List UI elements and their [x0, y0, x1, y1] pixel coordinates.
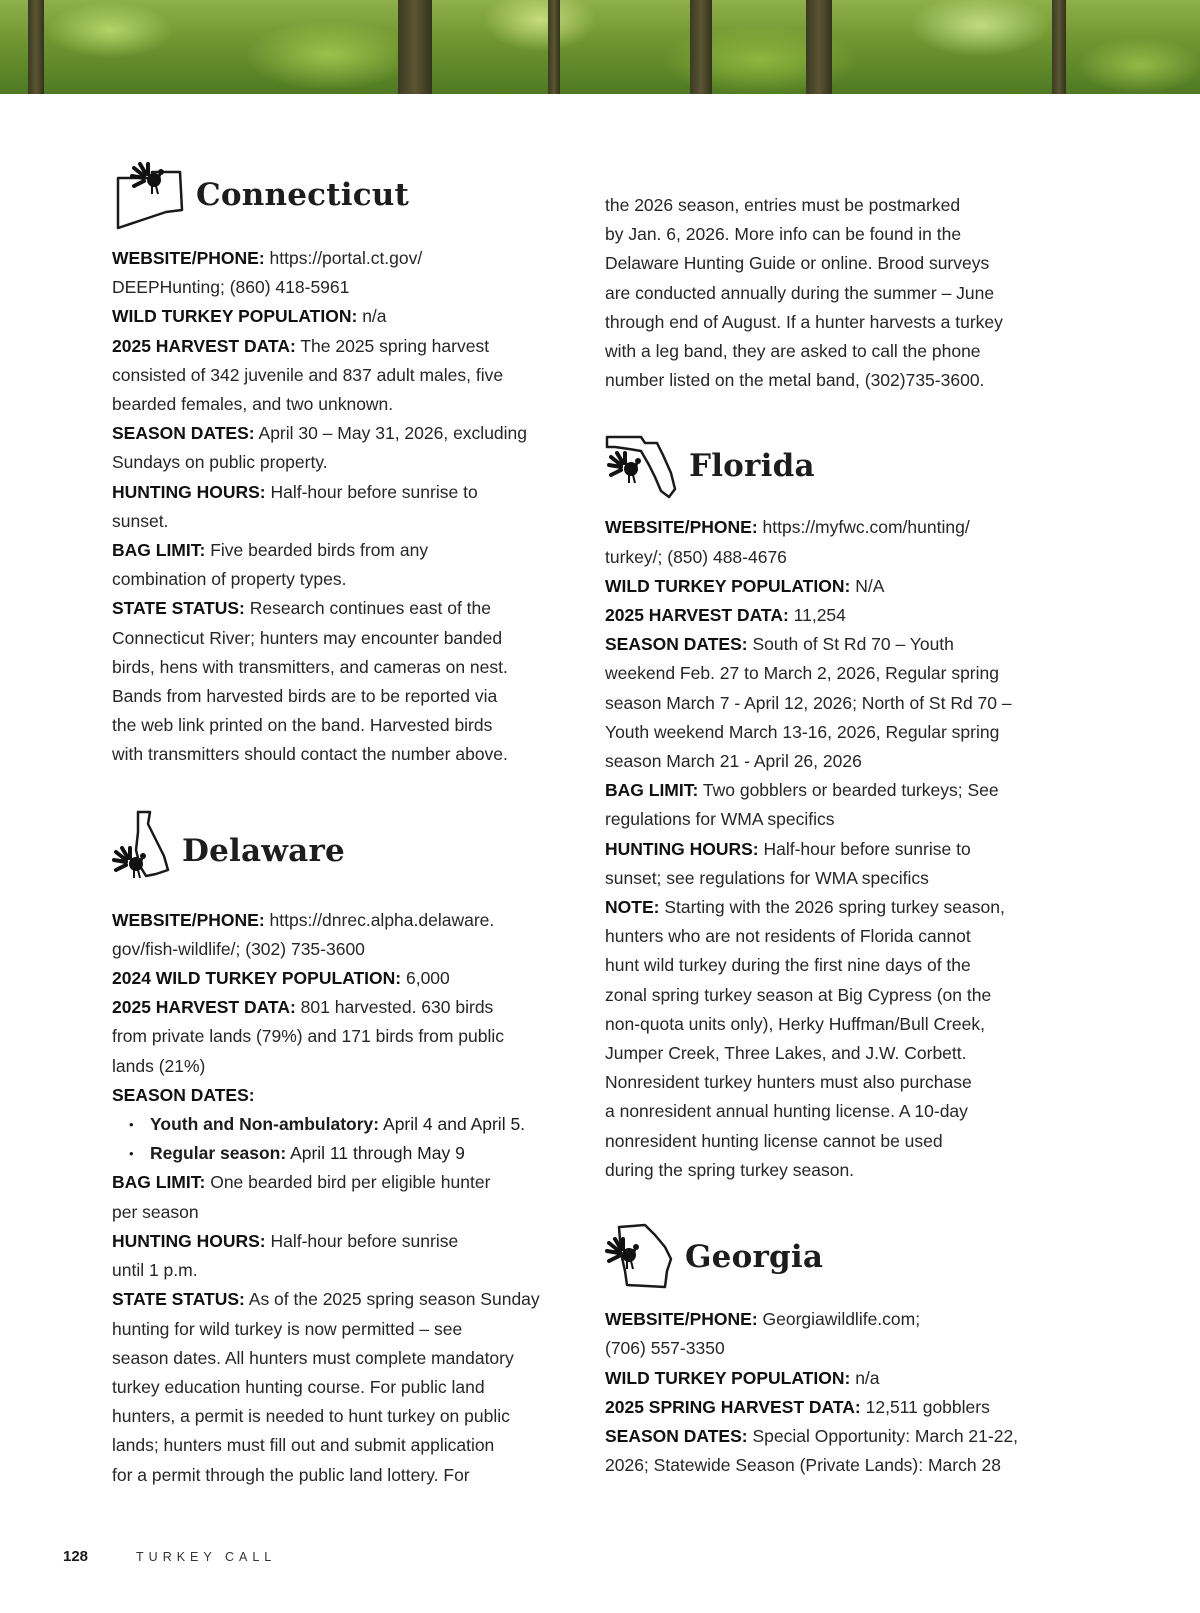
harvest-data	[605, 601, 1055, 630]
field-label: SEASON DATES:	[605, 634, 748, 655]
field-label: WEBSITE/PHONE:	[112, 909, 265, 930]
field-value: South of St Rd 70 – Youth	[752, 634, 954, 655]
field-label: WEBSITE/PHONE:	[112, 248, 265, 268]
field-value: birds, hens with transmitters, and cameras on nest.	[112, 656, 508, 677]
list-item	[112, 1139, 562, 1168]
field-value: The 2025 spring harvest	[300, 335, 490, 356]
field-value: N/A	[855, 575, 885, 596]
tree-trunk	[806, 0, 832, 94]
field-value: Nonresident turkey hunters must also purchase	[605, 1072, 972, 1093]
field-value: lands; hunters must fill out and submit application	[112, 1435, 495, 1456]
field-value: by Jan. 6, 2026. More info can be found in the	[605, 224, 962, 245]
field-label: 2025 HARVEST DATA:	[112, 997, 296, 1018]
field-value: nonresident hunting license cannot be used	[605, 1130, 943, 1151]
season-dates	[605, 1422, 1055, 1480]
field-value: sunset; see regulations for WMA specifics	[605, 867, 929, 888]
field-value: combination of property types.	[112, 569, 347, 590]
field-value: Starting with the 2026 spring turkey season,	[664, 897, 1005, 918]
field-value: Youth weekend March 13-16, 2026, Regular spring	[605, 721, 1000, 742]
section-spacer	[605, 395, 1055, 433]
website-link[interactable]: turkey/; (850) 488-4676	[605, 546, 787, 567]
harvest-data	[112, 993, 562, 1081]
field-value: One bearded bird per eligible hunter	[210, 1172, 491, 1193]
field-label: Regular season:	[150, 1143, 287, 1164]
field-value: consisted of 342 juvenile and 837 adult males, five	[112, 364, 504, 385]
field-label: SEASON DATES:	[112, 1084, 255, 1105]
field-value: Two gobblers or bearded turkeys; See	[702, 780, 999, 801]
field-value: Half-hour before sunrise to	[270, 481, 478, 502]
tree-trunk	[1052, 0, 1066, 94]
field-value: through end of August. If a hunter harvests a turkey	[605, 311, 1003, 332]
website-link[interactable]: gov/fish-wildlife/; (302) 735-3600	[112, 938, 365, 959]
magazine-name: TURKEY CALL	[136, 1549, 277, 1564]
website-phone	[112, 244, 562, 302]
field-label: BAG LIMIT:	[112, 1172, 206, 1193]
field-label: HUNTING HOURS:	[112, 1230, 266, 1251]
field-value: Special Opportunity: March 21-22,	[752, 1425, 1019, 1446]
field-value: hunters who are not residents of Florida cannot	[605, 926, 971, 947]
list-item	[112, 1110, 562, 1139]
field-label: 2024 WILD TURKEY POPULATION:	[112, 968, 402, 989]
website-phone	[605, 513, 1055, 571]
season-dates	[112, 1081, 562, 1110]
left-column	[112, 160, 562, 1490]
state-title: Georgia	[685, 1239, 824, 1276]
field-value: season March 7 - April 12, 2026; North of St Rd 70 –	[605, 692, 1012, 713]
field-value: per season	[112, 1201, 199, 1222]
delaware-turkey-icon	[112, 810, 172, 892]
field-value: number listed on the metal band, (302)735-3600.	[605, 370, 985, 391]
field-value: hunting for wild turkey is now permitted – see	[112, 1318, 463, 1339]
field-value: turkey education hunting course. For public land	[112, 1376, 485, 1397]
field-label: 2025 HARVEST DATA:	[605, 605, 789, 626]
harvest-data	[605, 1393, 1055, 1422]
field-value: April 30 – May 31, 2026, excluding	[258, 423, 528, 444]
field-value: sunset.	[112, 510, 169, 531]
phone-value: DEEPHunting; (860) 418-5961	[112, 277, 350, 298]
field-value: 11,254	[793, 605, 846, 626]
field-label: SEASON DATES:	[112, 423, 255, 444]
state-status	[112, 1285, 562, 1489]
delaware-continued	[605, 191, 1055, 395]
website-link[interactable]: https://myfwc.com/hunting/	[762, 517, 970, 538]
state-header	[112, 160, 562, 230]
field-value: weekend Feb. 27 to March 2, 2026, Regular spring	[605, 663, 999, 684]
field-value: Jumper Creek, Three Lakes, and J.W. Corbett.	[605, 1043, 967, 1064]
field-value: April 11 through May 9	[290, 1143, 465, 1164]
tree-trunk	[28, 0, 44, 94]
page-footer	[63, 1548, 276, 1565]
note	[605, 893, 1055, 1185]
website-phone	[605, 1305, 1055, 1363]
field-value: bearded females, and two unknown.	[112, 394, 394, 415]
website-link[interactable]: https://portal.ct.gov/	[269, 248, 423, 268]
field-value: during the spring turkey season.	[605, 1159, 855, 1180]
field-label: BAG LIMIT:	[605, 780, 699, 801]
field-label: Youth and Non-ambulatory:	[150, 1114, 380, 1135]
state-header	[605, 1223, 1055, 1291]
field-value: Five bearded birds from any	[210, 540, 429, 561]
field-value: season dates. All hunters must complete mandatory	[112, 1347, 514, 1368]
field-label: HUNTING HOURS:	[112, 481, 266, 502]
field-value: n/a	[855, 1367, 880, 1388]
field-value: As of the 2025 spring season Sunday	[248, 1289, 540, 1310]
field-label: WEBSITE/PHONE:	[605, 517, 758, 538]
population	[605, 572, 1055, 601]
field-value: 12,511 gobblers	[865, 1396, 990, 1417]
field-label: WEBSITE/PHONE:	[605, 1309, 758, 1330]
field-value: until 1 p.m.	[112, 1260, 198, 1281]
delaware-section	[112, 810, 562, 1490]
tree-trunk	[548, 0, 560, 94]
tree-trunk	[690, 0, 712, 94]
field-value: with transmitters should contact the number above.	[112, 744, 508, 765]
bag-limit	[112, 536, 562, 594]
state-header	[112, 810, 562, 892]
field-label: STATE STATUS:	[112, 1289, 245, 1310]
state-title: Delaware	[182, 832, 345, 869]
florida-section	[605, 433, 1055, 1185]
season-dates	[112, 419, 562, 477]
field-label: NOTE:	[605, 897, 660, 918]
field-value: with a leg band, they are asked to call the phone	[605, 341, 981, 362]
season-list	[112, 1110, 562, 1168]
section-spacer	[112, 770, 562, 810]
state-status	[112, 594, 562, 769]
field-value: regulations for WMA specifics	[605, 809, 835, 830]
field-value: n/a	[362, 306, 387, 327]
field-value: for a permit through the public land lottery. For	[112, 1464, 470, 1485]
section-spacer	[605, 1185, 1055, 1223]
bag-limit	[605, 776, 1055, 834]
state-title: Connecticut	[196, 177, 410, 213]
field-value: Connecticut River; hunters may encounter banded	[112, 627, 503, 648]
field-value: 2026; Statewide Season (Private Lands): March 28	[605, 1455, 1001, 1476]
field-label: WILD TURKEY POPULATION:	[605, 1367, 851, 1388]
page-number: 128	[63, 1548, 89, 1565]
field-label: HUNTING HOURS:	[605, 838, 759, 859]
field-label: SEASON DATES:	[605, 1425, 748, 1446]
population	[112, 964, 562, 993]
field-label: WILD TURKEY POPULATION:	[605, 575, 851, 596]
phone-value: (706) 557-3350	[605, 1338, 725, 1359]
right-column	[605, 191, 1055, 1480]
connecticut-section	[112, 160, 562, 770]
field-value: a nonresident annual hunting license. A 10-day	[605, 1101, 968, 1122]
website-link[interactable]: Georgiawildlife.com;	[762, 1309, 921, 1330]
field-value: the web link printed on the band. Harvested birds	[112, 715, 493, 736]
field-value: Sundays on public property.	[112, 452, 328, 473]
tree-trunk	[398, 0, 432, 94]
state-title: Florida	[689, 448, 815, 485]
hunting-hours	[112, 1227, 562, 1285]
field-value: Delaware Hunting Guide or online. Brood surveys	[605, 253, 990, 274]
florida-turkey-icon	[605, 433, 679, 499]
field-value: lands (21%)	[112, 1055, 206, 1076]
field-value: Half-hour before sunrise to	[763, 838, 971, 859]
field-label: STATE STATUS:	[112, 598, 245, 619]
field-value: season March 21 - April 26, 2026	[605, 751, 862, 772]
field-value: hunters, a permit is needed to hunt turkey on public	[112, 1406, 510, 1427]
field-value: 6,000	[405, 968, 450, 989]
georgia-turkey-icon	[605, 1223, 675, 1291]
field-value: 801 harvested. 630 birds	[300, 997, 494, 1018]
field-value: the 2026 season, entries must be postmarked	[605, 195, 961, 215]
harvest-data	[112, 332, 562, 420]
field-value: from private lands (79%) and 171 birds from public	[112, 1026, 504, 1047]
field-label: 2025 SPRING HARVEST DATA:	[605, 1396, 861, 1417]
connecticut-turkey-icon	[112, 160, 186, 230]
population	[605, 1364, 1055, 1393]
state-header	[605, 433, 1055, 499]
field-value: Half-hour before sunrise	[270, 1230, 459, 1251]
season-dates	[605, 630, 1055, 776]
website-phone	[112, 906, 562, 964]
hunting-hours	[605, 835, 1055, 893]
field-value: zonal spring turkey season at Big Cypress (on the	[605, 984, 992, 1005]
hunting-hours	[112, 478, 562, 536]
forest-banner-image	[0, 0, 1200, 94]
field-value: Bands from harvested birds are to be reported via	[112, 686, 498, 707]
georgia-section	[605, 1223, 1055, 1480]
field-value: are conducted annually during the summer – June	[605, 282, 995, 303]
field-value: Research continues east of the	[249, 598, 491, 619]
field-value: non-quota units only), Herky Huffman/Bull Creek,	[605, 1013, 985, 1034]
field-label: WILD TURKEY POPULATION:	[112, 306, 358, 327]
field-value: hunt wild turkey during the first nine days of the	[605, 955, 971, 976]
field-label: 2025 HARVEST DATA:	[112, 335, 296, 356]
website-link[interactable]: https://dnrec.alpha.delaware.	[269, 909, 495, 930]
field-value: April 4 and April 5.	[383, 1114, 526, 1135]
bag-limit	[112, 1168, 562, 1226]
field-label: BAG LIMIT:	[112, 540, 206, 561]
population	[112, 302, 562, 331]
